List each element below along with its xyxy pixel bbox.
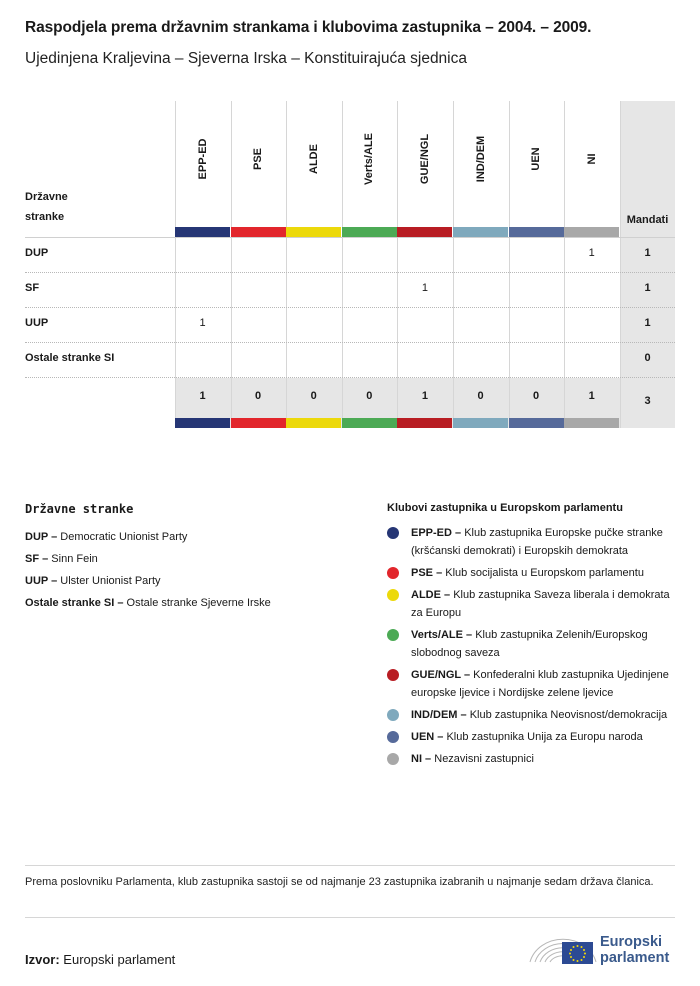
group-name: Klub zastupnika Saveza liberala i demokrata za Europu xyxy=(411,589,670,619)
group-color-bar xyxy=(286,227,341,237)
row-divider xyxy=(25,237,675,238)
group-color-bar xyxy=(342,418,397,428)
mandati-header: Mandati xyxy=(626,214,669,226)
table-cell: 1 xyxy=(199,317,206,329)
column-total: 1 xyxy=(421,390,428,402)
column-header xyxy=(397,101,452,227)
party-legend-heading: Državne stranke xyxy=(25,502,134,516)
group-color-dot xyxy=(387,731,399,743)
group-abbr: ALDE – xyxy=(411,589,451,601)
row-total: 1 xyxy=(644,317,651,329)
party-name: Ulster Unionist Party xyxy=(60,575,161,587)
row-label: SF xyxy=(25,282,40,294)
group-color-bar xyxy=(509,227,564,237)
group-color-bar xyxy=(231,227,286,237)
column-header-label: GUE/NGL xyxy=(418,133,431,185)
group-abbr: Verts/ALE – xyxy=(411,629,473,641)
group-color-bar xyxy=(175,227,230,237)
page-title: Raspodjela prema državnim strankama i klubovima zastupnika – 2004. – 2009. xyxy=(25,19,592,36)
footnote: Prema poslovniku Parlamenta, klub zastupnika sastoji se od najmanje 23 zastupnika izabranih u najmanje sedam država članica. xyxy=(25,876,654,888)
column-total: 0 xyxy=(310,390,317,402)
group-abbr: GUE/NGL – xyxy=(411,669,471,681)
column-header-label: NI xyxy=(585,153,598,165)
group-color-bar xyxy=(397,227,452,237)
group-legend-item xyxy=(387,564,677,582)
party-abbr: DUP – xyxy=(25,531,58,543)
source-label: Izvor: xyxy=(25,952,60,967)
party-abbr: SF – xyxy=(25,553,49,565)
group-color-bar xyxy=(564,418,619,428)
group-color-dot xyxy=(387,567,399,579)
row-divider xyxy=(25,342,675,343)
column-total: 0 xyxy=(533,390,540,402)
group-legend-item xyxy=(387,524,677,560)
column-total: 0 xyxy=(477,390,484,402)
table-cell: 1 xyxy=(588,247,595,259)
group-color-bar xyxy=(397,418,452,428)
hemicycle-icon xyxy=(528,928,598,968)
group-abbr: NI – xyxy=(411,753,432,765)
column-header xyxy=(342,101,397,227)
table-cell: 1 xyxy=(421,282,428,294)
column-header xyxy=(564,101,619,227)
column-total: 0 xyxy=(255,390,262,402)
group-legend-heading: Klubovi zastupnika u Europskom parlamentu xyxy=(387,502,623,514)
logo-text: Europski parlament xyxy=(600,934,670,966)
row-label: DUP xyxy=(25,247,49,259)
group-name: Klub zastupnika Neovisnost/demokracija xyxy=(469,709,668,721)
group-name: Konfederalni klub zastupnika Ujedinjene europske ljevice i Nordijske zelene ljevice xyxy=(411,669,669,699)
party-name: Democratic Unionist Party xyxy=(60,531,188,543)
page-subtitle: Ujedinjena Kraljevina – Sjeverna Irska – Konstituirajuća sjednica xyxy=(25,50,467,67)
group-abbr: UEN – xyxy=(411,731,444,743)
column-total: 1 xyxy=(199,390,206,402)
column-total: 1 xyxy=(588,390,595,402)
row-header: Državne stranke xyxy=(25,191,68,223)
row-total: 1 xyxy=(644,247,651,259)
row-total: 1 xyxy=(644,282,651,294)
group-legend xyxy=(387,502,677,772)
group-color-bar xyxy=(231,418,286,428)
group-legend-item xyxy=(387,706,677,724)
party-abbr: Ostale stranke SI – xyxy=(25,597,124,609)
group-legend-item xyxy=(387,666,677,702)
party-name: Sinn Fein xyxy=(51,553,98,565)
column-header-label: Verts/ALE xyxy=(363,133,376,185)
mandati-column-bg xyxy=(620,101,675,428)
group-color-bar xyxy=(453,418,508,428)
column-header-label: PSE xyxy=(252,147,265,171)
group-color-bar xyxy=(286,418,341,428)
row-label: Ostale stranke SI xyxy=(25,352,115,364)
column-header xyxy=(453,101,508,227)
group-abbr: IND/DEM – xyxy=(411,709,467,721)
group-color-dot xyxy=(387,589,399,601)
divider xyxy=(25,865,675,866)
column-header xyxy=(231,101,286,227)
group-name: Klub zastupnika Zelenih/Europskog slobodnog saveza xyxy=(411,629,648,659)
column-header-label: EPP-ED xyxy=(196,138,209,180)
group-color-dot xyxy=(387,669,399,681)
column-header-label: IND/DEM xyxy=(474,135,487,183)
party-name: Ostale stranke Sjeverne Irske xyxy=(126,597,271,609)
group-abbr: EPP-ED – xyxy=(411,527,462,539)
column-header xyxy=(509,101,564,227)
row-divider xyxy=(25,307,675,308)
distribution-table xyxy=(25,101,675,431)
group-legend-item xyxy=(387,728,677,746)
group-color-dot xyxy=(387,527,399,539)
grand-total: 3 xyxy=(644,395,651,407)
ep-logo xyxy=(528,928,678,968)
group-color-bar xyxy=(342,227,397,237)
party-legend-item xyxy=(25,526,365,548)
group-abbr: PSE – xyxy=(411,567,443,579)
group-color-bar xyxy=(509,418,564,428)
row-divider xyxy=(25,272,675,273)
party-legend-item xyxy=(25,592,365,614)
group-color-dot xyxy=(387,629,399,641)
column-divider xyxy=(620,101,621,428)
column-header-label: UEN xyxy=(530,147,543,171)
column-header xyxy=(175,101,230,227)
column-total: 0 xyxy=(366,390,373,402)
group-color-bar xyxy=(564,227,619,237)
source xyxy=(25,952,175,967)
group-color-dot xyxy=(387,709,399,721)
group-name: Klub socijalista u Europskom parlamentu xyxy=(445,567,644,579)
divider xyxy=(25,917,675,918)
party-legend-item xyxy=(25,548,365,570)
group-name: Klub zastupnika Unija za Europu naroda xyxy=(446,731,643,743)
party-legend xyxy=(25,502,365,614)
group-legend-item xyxy=(387,750,677,768)
row-total: 0 xyxy=(644,352,651,364)
group-name: Nezavisni zastupnici xyxy=(434,753,534,765)
group-legend-item xyxy=(387,586,677,622)
party-legend-item xyxy=(25,570,365,592)
source-text: Europski parlament xyxy=(63,952,176,967)
column-header xyxy=(286,101,341,227)
group-color-bar xyxy=(453,227,508,237)
row-divider xyxy=(25,377,675,378)
group-color-dot xyxy=(387,753,399,765)
row-label: UUP xyxy=(25,317,49,329)
group-name: Klub zastupnika Europske pučke stranke (kršćanski demokrati) i Europskih demokrata xyxy=(411,527,663,557)
column-header-label: ALDE xyxy=(307,144,320,174)
party-abbr: UUP – xyxy=(25,575,58,587)
group-color-bar xyxy=(175,418,230,428)
group-legend-item xyxy=(387,626,677,662)
